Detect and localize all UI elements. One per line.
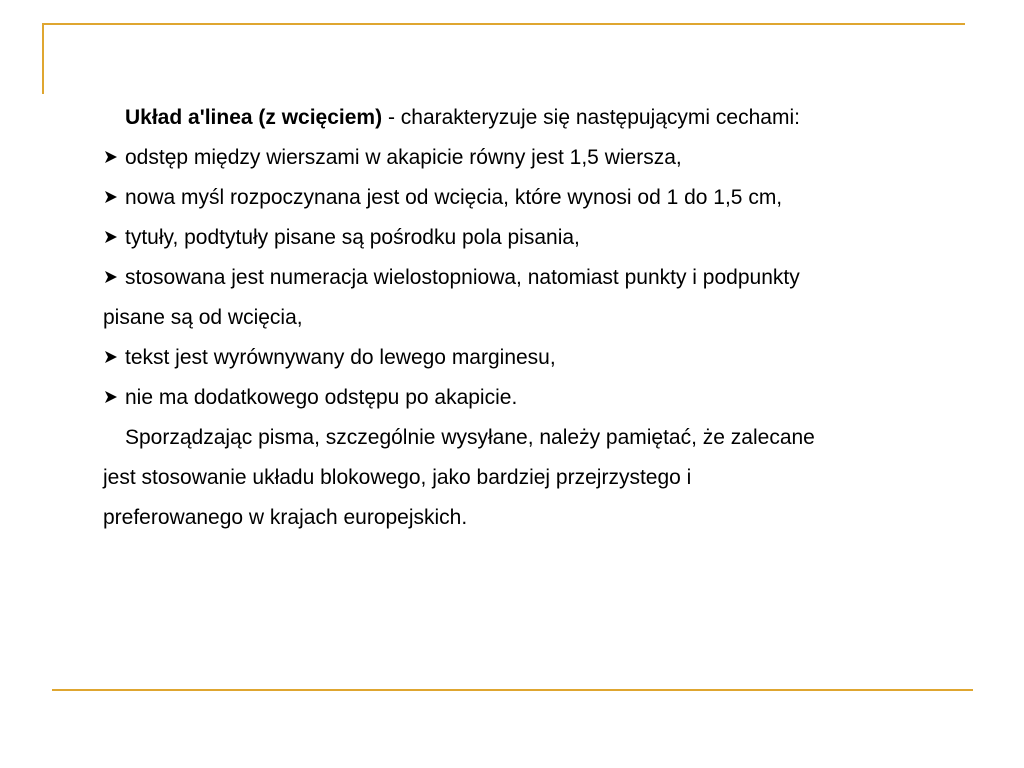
frame-left-line bbox=[42, 23, 44, 94]
arrowhead-bullet-icon bbox=[103, 338, 125, 378]
bullet-item-6 bbox=[103, 378, 983, 418]
slide-text-body bbox=[103, 98, 983, 538]
bullet-text-6: nie ma dodatkowego odstępu po akapicie. bbox=[125, 386, 518, 409]
frame-bottom-line bbox=[52, 689, 973, 691]
bullet-text-2: nowa myśl rozpoczynana jest od wcięcia, które wynosi od 1 do 1,5 cm, bbox=[125, 186, 783, 209]
arrowhead-bullet-icon bbox=[103, 138, 125, 178]
intro-rest: - charakteryzuje się następującymi cechami: bbox=[382, 106, 800, 129]
bullet-text-4-continuation: pisane są od wcięcia, bbox=[103, 306, 303, 329]
bullet-text-5: tekst jest wyrównywany do lewego marginesu, bbox=[125, 346, 556, 369]
frame-top-line bbox=[42, 23, 965, 25]
bullet-item-2 bbox=[103, 178, 983, 218]
closing-line-3 bbox=[103, 498, 983, 538]
closing-line-1 bbox=[103, 418, 983, 458]
bullet-item-5 bbox=[103, 338, 983, 378]
intro-line bbox=[103, 98, 983, 138]
closing-text-3: preferowanego w krajach europejskich. bbox=[103, 506, 468, 529]
arrowhead-bullet-icon bbox=[103, 378, 125, 418]
intro-bold-title: Układ a'linea (z wcięciem) bbox=[125, 106, 383, 129]
arrowhead-bullet-icon bbox=[103, 258, 125, 298]
bullet-text-3: tytuły, podtytuły pisane są pośrodku pola pisania, bbox=[125, 226, 580, 249]
closing-line-2 bbox=[103, 458, 983, 498]
closing-text-1: Sporządzając pisma, szczególnie wysyłane, należy pamiętać, że zalecane bbox=[125, 426, 815, 449]
bullet-item-3 bbox=[103, 218, 983, 258]
bullet-text-1: odstęp między wierszami w akapicie równy jest 1,5 wiersza, bbox=[125, 146, 682, 169]
closing-text-2: jest stosowanie układu blokowego, jako bardziej przejrzystego i bbox=[103, 466, 692, 489]
bullet-item-1 bbox=[103, 138, 983, 178]
bullet-item-4 bbox=[103, 258, 983, 298]
arrowhead-bullet-icon bbox=[103, 218, 125, 258]
arrowhead-bullet-icon bbox=[103, 178, 125, 218]
bullet-item-4-continuation bbox=[103, 298, 983, 338]
bullet-text-4: stosowana jest numeracja wielostopniowa, natomiast punkty i podpunkty bbox=[125, 266, 800, 289]
